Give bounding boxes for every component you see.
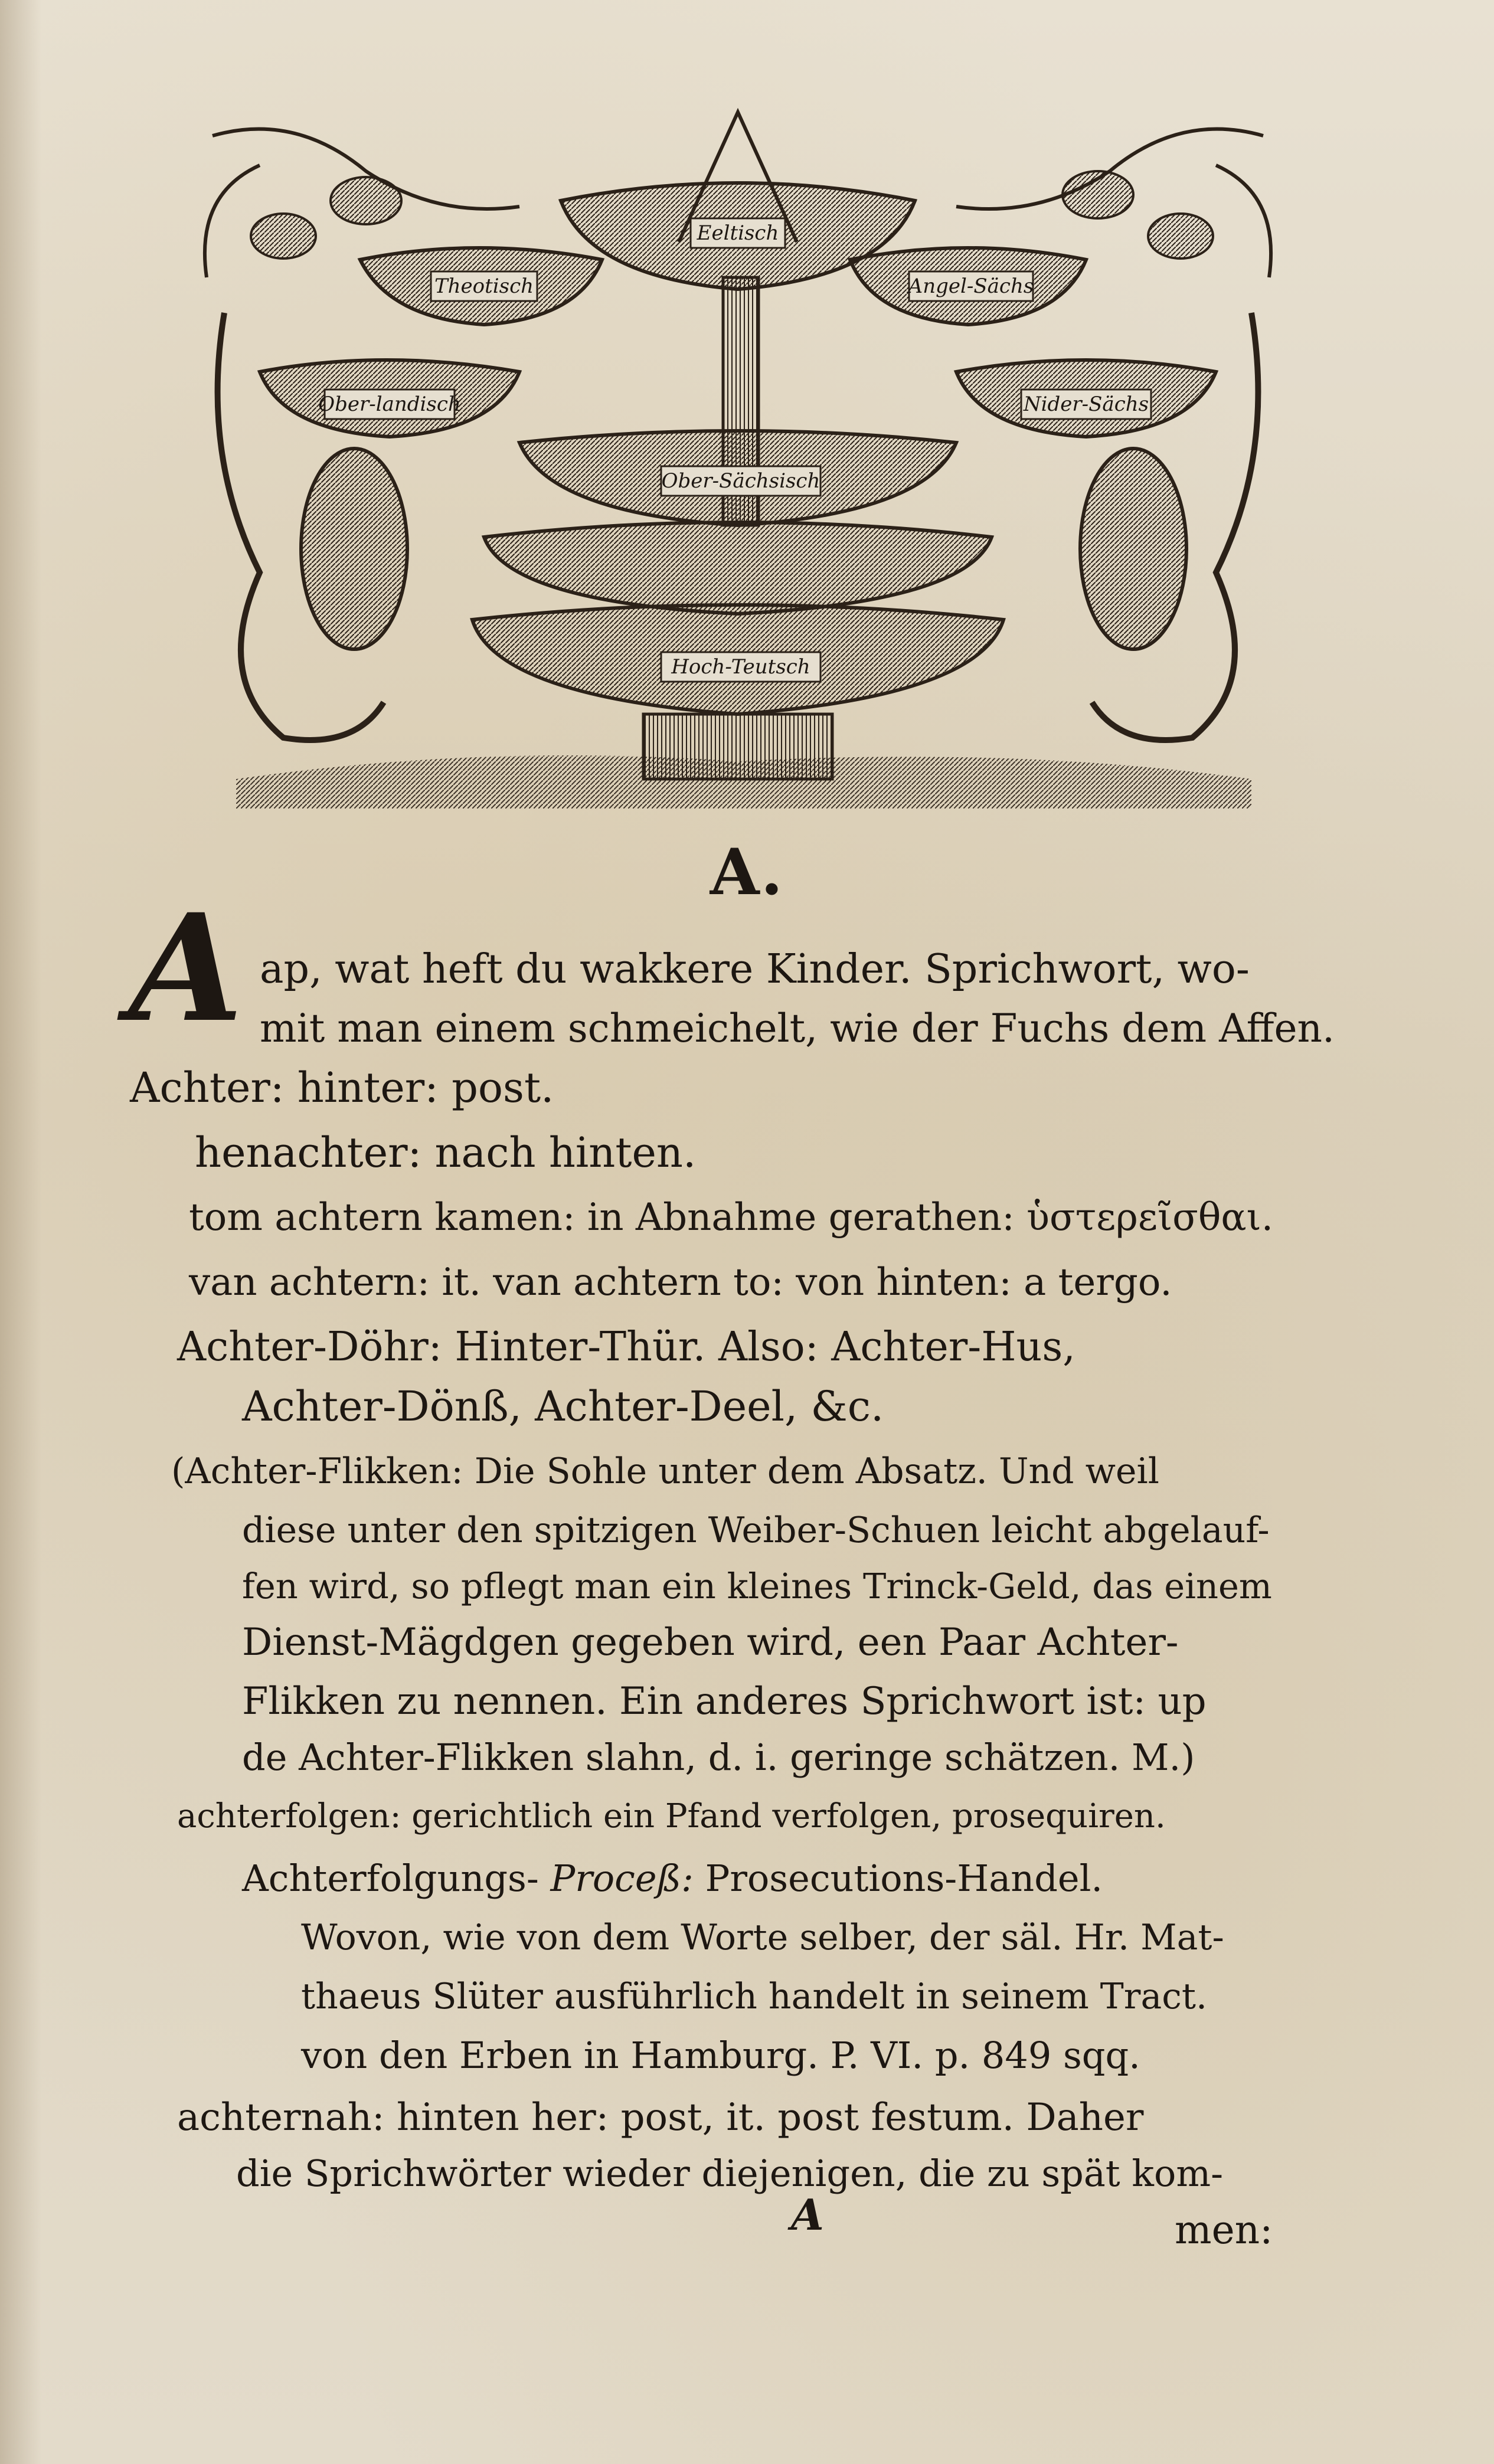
text-line-1: ap, wat heft du wakkere Kinder. Sprichwort, wo- bbox=[260, 946, 1250, 993]
text-line-8: Achter-Dönß, Achter-Deel, &c. bbox=[242, 1382, 884, 1431]
text-line-14: de Achter-Flikken slahn, d. i. geringe schätzen. M.) bbox=[242, 1736, 1195, 1779]
text-line-2: mit man einem schmeichelt, wie der Fuchs dem Affen. bbox=[260, 1006, 1335, 1051]
fountain-vignette bbox=[189, 100, 1287, 826]
catchword: men: bbox=[1175, 2207, 1273, 2253]
text-line-4: henachter: nach hinten. bbox=[195, 1128, 697, 1177]
headword: Achterfolgungs- bbox=[242, 1857, 539, 1900]
definition: Prosecutions-Handel. bbox=[705, 1857, 1103, 1900]
signature-mark: A bbox=[791, 2190, 824, 2240]
text-line-13: Flikken zu nennen. Ein anderes Sprichwort ist: up bbox=[242, 1680, 1207, 1723]
vignette-label-top: Eeltisch bbox=[697, 221, 779, 245]
page-edge-shadow bbox=[0, 0, 41, 2464]
text-line-7: Achter-Döhr: Hinter-Thür. Also: Achter-Hus, bbox=[177, 1324, 1075, 1370]
section-heading-letter: A. bbox=[710, 835, 784, 909]
text-line-9: (Achter-Flikken: Die Sohle unter dem Absatz. Und weil bbox=[171, 1451, 1159, 1492]
drop-cap: A bbox=[129, 881, 243, 1055]
text-line-11: fen wird, so pflegt man ein kleines Trinck-Geld, das einem bbox=[242, 1566, 1272, 1606]
vignette-label-middle-left: Ober-landisch bbox=[318, 392, 461, 416]
vignette-label-bottom: Hoch-Teutsch bbox=[671, 655, 810, 679]
text-line-21: die Sprichwörter wieder diejenigen, die zu spät kom- bbox=[236, 2152, 1224, 2195]
vignette-label-upper-right: Angel-Sächs bbox=[908, 274, 1034, 298]
vignette-label-middle-right: Nider-Sächs bbox=[1023, 392, 1149, 416]
text-line-3: Achter: hinter: post. bbox=[130, 1064, 554, 1112]
text-line-16 bbox=[242, 1853, 1103, 1904]
text-line-19: von den Erben in Hamburg. P. VI. p. 849 sqq. bbox=[301, 2034, 1140, 2077]
vignette-label-upper-left: Theotisch bbox=[434, 274, 534, 298]
text-line-20: achternah: hinten her: post, it. post festum. Daher bbox=[177, 2096, 1144, 2139]
text-line-5: tom achtern kamen: in Abnahme gerathen: ὑστερεῖσθαι. bbox=[189, 1196, 1274, 1239]
text-line-15: achterfolgen: gerichtlich ein Pfand verfolgen, prosequiren. bbox=[177, 1797, 1166, 1835]
text-line-12: Dienst-Mägdgen gegeben wird, een Paar Achter- bbox=[242, 1621, 1179, 1664]
italic-term: Proceß: bbox=[550, 1857, 694, 1900]
text-line-18: thaeus Slüter ausführlich handelt in seinem Tract. bbox=[301, 1976, 1208, 2017]
text-line-10: diese unter den spitzigen Weiber-Schuen leicht abgelauf- bbox=[242, 1510, 1270, 1551]
vignette-label-center: Ober-Sächsisch bbox=[661, 469, 820, 493]
text-line-6: van achtern: it. van achtern to: von hinten: a tergo. bbox=[189, 1261, 1172, 1304]
text-line-17: Wovon, wie von dem Worte selber, der säl. Hr. Mat- bbox=[301, 1917, 1224, 1958]
